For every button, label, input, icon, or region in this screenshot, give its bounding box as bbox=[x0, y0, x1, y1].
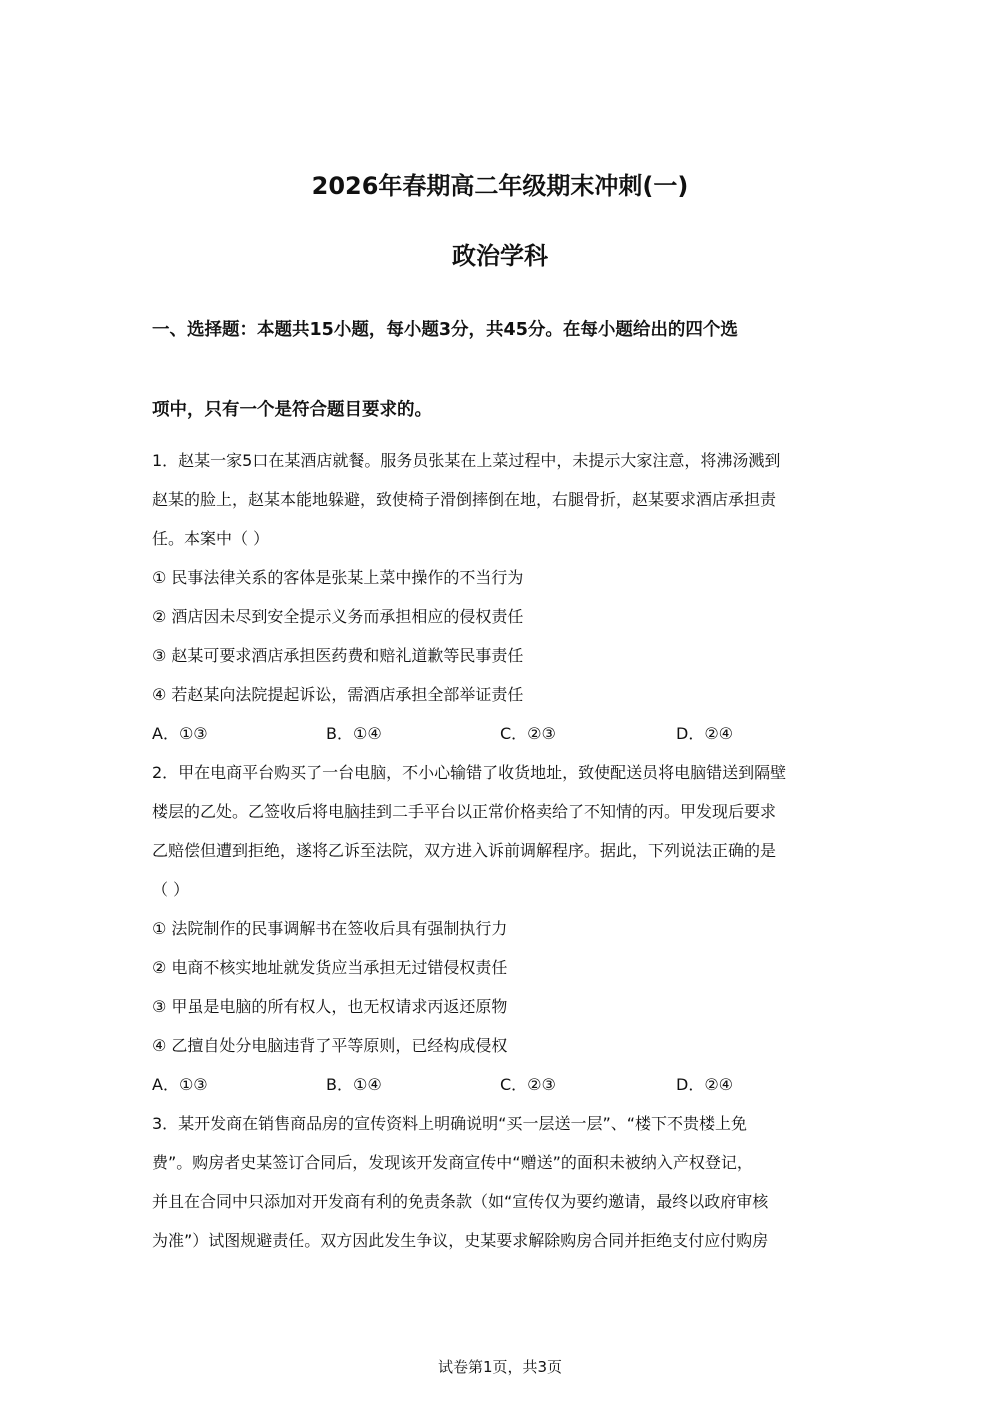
question-1-option-a: A．①③ bbox=[152, 724, 208, 743]
question-1-option-d: D．②④ bbox=[676, 724, 734, 743]
question-1-stem-line-2: 赵某的脸上，赵某本能地躲避，致使椅子滑倒摔倒在地，右腿骨折，赵某要求酒店承担责 bbox=[152, 490, 777, 509]
question-2-statement-1: ① 法院制作的民事调解书在签收后具有强制执行力 bbox=[152, 919, 508, 938]
question-3-stem-line-2: 费”。购房者史某签订合同后，发现该开发商宣传中“赠送”的面积未被纳入产权登记， bbox=[152, 1153, 753, 1172]
question-2-statement-3: ③ 甲虽是电脑的所有权人，也无权请求丙返还原物 bbox=[152, 997, 508, 1016]
question-3-stem-line-4: 为准”）试图规避责任。双方因此发生争议，史某要求解除购房合同并拒绝支付应付购房 bbox=[152, 1231, 769, 1250]
question-1-statement-2: ② 酒店因未尽到安全提示义务而承担相应的侵权责任 bbox=[152, 607, 524, 626]
question-2-stem-line-3: 乙赔偿但遭到拒绝，遂将乙诉至法院，双方进入诉前调解程序。据此，下列说法正确的是 bbox=[152, 841, 777, 860]
question-2-stem-line-4: （ ） bbox=[152, 880, 190, 899]
question-1-stem-line-3: 任。本案中（ ） bbox=[152, 529, 270, 548]
question-1-stem-line-1: 1．赵某一家5口在某酒店就餐。服务员张某在上菜过程中，未提示大家注意，将沸汤溅到 bbox=[152, 451, 781, 470]
question-1-statement-1: ① 民事法律关系的客体是张某上菜中操作的不当行为 bbox=[152, 568, 524, 587]
subject-title: 政治学科 bbox=[452, 242, 548, 270]
section-heading-line-1: 一、选择题：本题共15小题，每小题3分，共45分。在每小题给出的四个选 bbox=[152, 320, 738, 340]
section-heading-line-2: 项中，只有一个是符合题目要求的。 bbox=[152, 400, 432, 420]
question-2-option-a: A．①③ bbox=[152, 1075, 208, 1094]
question-1-option-c: C．②③ bbox=[500, 724, 556, 743]
question-1-option-b: B．①④ bbox=[326, 724, 382, 743]
question-2-statement-2: ② 电商不核实地址就发货应当承担无过错侵权责任 bbox=[152, 958, 508, 977]
question-2-option-b: B．①④ bbox=[326, 1075, 382, 1094]
question-1-statement-3: ③ 赵某可要求酒店承担医药费和赔礼道歉等民事责任 bbox=[152, 646, 524, 665]
question-2-option-d: D．②④ bbox=[676, 1075, 734, 1094]
question-2-option-c: C．②③ bbox=[500, 1075, 556, 1094]
page-footer: 试卷第1页，共3页 bbox=[437, 1358, 563, 1376]
question-2-stem-line-2: 楼层的乙处。乙签收后将电脑挂到二手平台以正常价格卖给了不知情的丙。甲发现后要求 bbox=[152, 802, 777, 821]
question-2-stem-line-1: 2．甲在电商平台购买了一台电脑，不小心输错了收货地址，致使配送员将电脑错送到隔壁 bbox=[152, 763, 787, 782]
exam-title: 2026年春期高二年级期末冲刺(一) bbox=[311, 172, 689, 200]
question-3-stem-line-1: 3．某开发商在销售商品房的宣传资料上明确说明“买一层送一层”、“楼下不贵楼上免 bbox=[152, 1114, 748, 1133]
question-3-stem-line-3: 并且在合同中只添加对开发商有利的免责条款（如“宣传仅为要约邀请，最终以政府审核 bbox=[152, 1192, 769, 1211]
question-2-statement-4: ④ 乙擅自处分电脑违背了平等原则，已经构成侵权 bbox=[152, 1036, 508, 1055]
question-1-statement-4: ④ 若赵某向法院提起诉讼，需酒店承担全部举证责任 bbox=[152, 685, 524, 704]
